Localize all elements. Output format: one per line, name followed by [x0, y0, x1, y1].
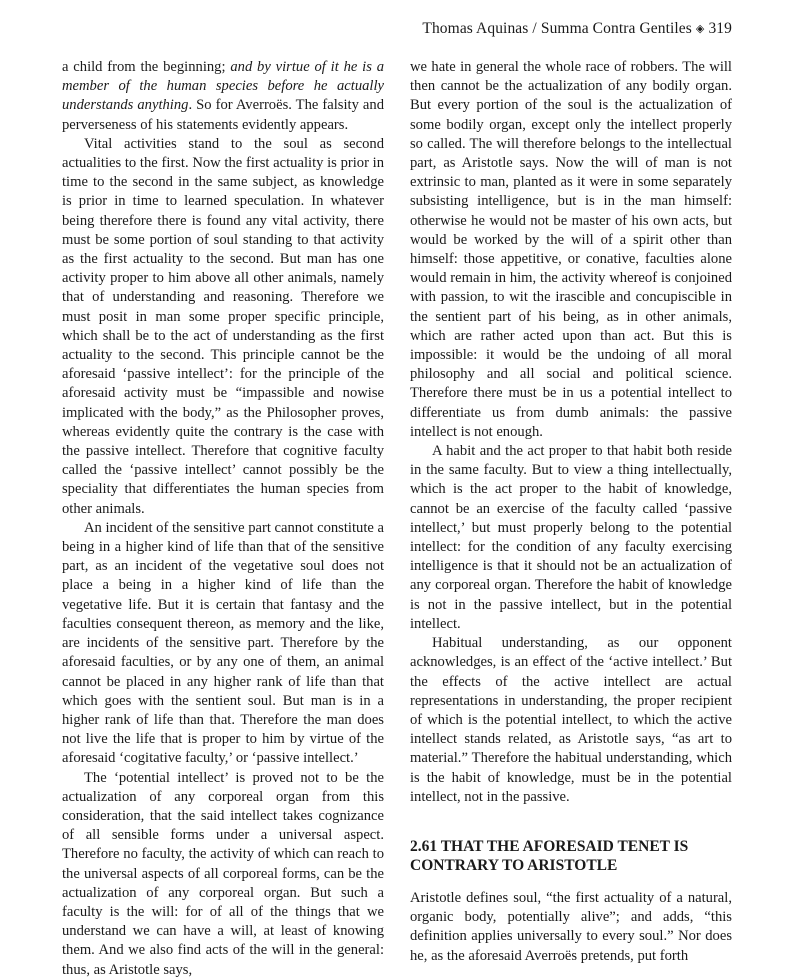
page-number: 319	[708, 20, 732, 37]
paragraph	[62, 58, 384, 135]
header-bullet-icon: ◈	[695, 23, 705, 35]
paragraph: we hate in general the whole race of robbers. The will then cannot be the actualization of any bodily organ. But every portion of the soul is the actualization of some bodily organ, except only the intellect properly so called. The will therefore belongs to the intellectual part, as Aristotle says. Now the will of man is not extrinsic to man, planted as it were in some separately subsisting intelligence, but is in the man himself: otherwise he would not be master of his own acts, but would be worked by the will of a spirit other than himself: those appetitive, or conative, faculties alone would remain in him, the activity whereof is conjoined with passion, to wit the irascible and concupiscible in the sentient part of his being, as in other animals, which are rather acted upon than act. But this is impossible: it would be the undoing of all moral philosophy and all social and political science. Therefore there must be in us a potential intellect to differentiate us from dumb animals: the passive intellect is not enough.	[410, 59, 732, 440]
italic-text-run: and by virtue of it he is a member of the human species before he actually understands anything	[62, 59, 384, 114]
running-header	[422, 20, 732, 38]
paragraph: The ‘potential intellect’ is proved not to be the actualization of any corporeal organ from this consideration, that the said intellect takes cognizance of all sensible forms under a universal aspect. Therefore no faculty, the activity of which can reach to the universal aspects of all corporeal forms, can be the actualization of any corporeal organ. But such a faculty is the will: for of all of the things that we understand we can have a will, at least of knowing them. And we also find acts of the will in the general: thus, as Aristotle says,	[62, 769, 384, 978]
header-separator: /	[532, 20, 537, 37]
paragraph: Habitual understanding, as our opponent acknowledges, is an effect of the ‘active intellect.’ But the effects of the active intellect are actual representations in understanding, the proper recipient of which is the potential intellect, to which the active intellect stands related, as Aristotle says, “as art to material.” Therefore the habitual understanding, which is the habit of knowledge, must be in the potential intellect, not in the passive.	[410, 635, 732, 805]
paragraph: An incident of the sensitive part cannot constitute a being in a higher kind of life than that of the sensitive part, as an incident of the vegetative soul does not place a being in a higher kind of life than the vegetative life. But it is certain that fantasy and the faculties consequent thereon, as memory and the like, are incidents of the sensitive part. Therefore by the aforesaid faculties, or by any one of them, an animal cannot be placed in any higher rank of life than that which goes with the sentient soul. But man is in a higher rank of life than that. Therefore the man does not live the life that is proper to him by virtue of the aforesaid ‘cogitative faculty,’ or ‘passive intellect.’	[62, 519, 384, 767]
paragraph: A habit and the act proper to that habit both reside in the same faculty. But to view a thing intellectually, which is the act proper to the habit of knowledge, cannot be an exercise of the faculty called ‘passive intellect,’ but must properly belong to the potential intellect: for the condition of any faculty exercising intelligence is that it should not be an actualization of any corporeal organ. Therefore the habit of knowledge is not in the passive intellect, but in the potential intellect.	[410, 443, 732, 632]
text-run: . So for Averroës. The falsity and perverseness of his statements evidently appears.	[62, 97, 384, 133]
section-heading: 2.61 THAT THE AFORESAID TENET IS CONTRARY TO ARISTOTLE	[410, 837, 689, 874]
left-column	[62, 58, 384, 980]
paragraph: Vital activities stand to the soul as second actualities to the first. Now the first actuality is prior in time to the second in the same subject, as knowledge is prior in time to learned speculation. In whatever being therefore there is found any vital activity, there must be some portion of soul standing to that activity as the first actuality to the second. But man has one activity proper to him above all other animals, namely that of understanding and reasoning. Therefore we must posit in man some proper specific principle, which shall be to the act of understanding as the first actuality to the second. This principle cannot be the aforesaid ‘passive intellect’: for the principle of the aforesaid activity must be “impassible and nowise implicated with the body,” as the Philosopher proves, whereas evidently quite the contrary is the case with the passive intellect. Therefore that cognitive faculty called the ‘passive intellect’ cannot possibly be the speciality that differentiates the human species from other animals.	[62, 135, 384, 517]
header-author: Thomas Aquinas	[422, 20, 529, 37]
text-run: a child from the beginning;	[62, 59, 231, 75]
right-column	[410, 58, 732, 966]
paragraph: Aristotle defines soul, “the first actuality of a natural, organic body, potentially alive”; and adds, “this definition applies universally to every soul.” Nor does he, as the aforesaid Averroës pretends, put forth	[410, 889, 732, 964]
header-work-title: Summa Contra Gentiles	[540, 20, 692, 37]
